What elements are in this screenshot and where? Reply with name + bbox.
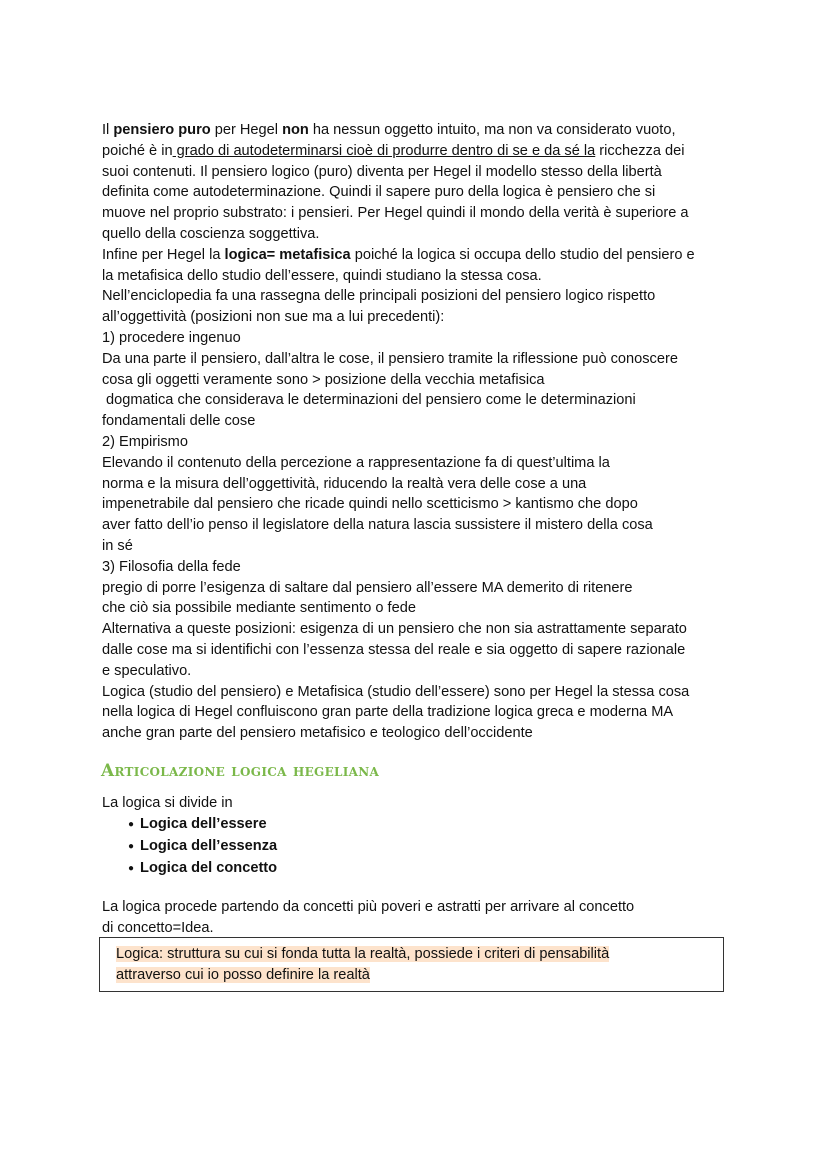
text-line: 3) Filosofia della fede [102,558,241,575]
text-line: Infine per Hegel la logica= metafisica poiché la logica si occupa dello studio del pensiero e [102,246,695,263]
definition-box [99,937,724,992]
text-line: La logica procede partendo da concetti più poveri e astratti per arrivare al concetto [102,899,635,915]
section-heading: Articolazione logica hegeliana [101,761,380,781]
underlined-phrase: grado di autodeterminarsi cioè di produrre dentro di se e da sé la [172,142,596,159]
text-line: dogmatica che considerava le determinazioni del pensiero come le determinazioni [102,392,636,409]
highlighted-text: attraverso cui io posso definire la realtà [116,966,370,983]
text-line: fondamentali delle cose [102,413,256,430]
text-line: norma e la misura dell’oggettività, riducendo la realtà vera delle cose a una [102,475,587,492]
logic-division-section [102,793,727,880]
text-line: definita come autodeterminazione. Quindi il sapere puro della logica è pensiero che si [102,184,656,201]
text-line: nella logica di Hegel confluiscono gran parte della tradizione logica greca e moderna MA [102,704,674,721]
bold-term: logica= metafisica [224,246,351,263]
text-line: suoi contenuti. Il pensiero logico (puro) diventa per Hegel il modello stesso della libertà [102,163,662,180]
text-line: dalle cose ma si identifichi con l’essenza stessa del reale e sia oggetto di sapere razionale [102,641,686,658]
text-line: che ciò sia possibile mediante sentimento o fede [102,600,416,617]
intro-text: La logica si divide in [102,795,233,811]
text-line: la metafisica dello studio dell’essere, quindi studiano la stessa cosa. [102,267,542,284]
highlighted-text: Logica: struttura su cui si fonda tutta la realtà, possiede i criteri di pensabilità [116,946,610,962]
text-line: impenetrabile dal pensiero che ricade quindi nello scetticismo > kantismo che dopo [102,496,638,513]
text-line: aver fatto dell’io penso il legislatore della natura lascia sussistere il mistero della cosa [102,517,653,534]
text-line: Elevando il contenuto della percezione a rappresentazione fa di quest’ultima la [102,454,610,471]
text-line: 2) Empirismo [102,433,188,450]
text-line: poiché è in grado di autodeterminarsi cioè di produrre dentro di se e da sé la ricchezza dei [102,142,685,159]
text-line: cosa gli oggetti veramente sono > posizione della vecchia metafisica [102,371,545,388]
text-line: Il pensiero puro per Hegel non ha nessun oggetto intuito, ma non va considerato vuoto, [102,122,676,138]
text-line: anche gran parte del pensiero metafisico e teologico dell’occidente [102,725,533,742]
list-item: ● Logica del concetto [128,858,727,880]
text-line: Nell’enciclopedia fa una rassegna delle principali posizioni del pensiero logico rispetto [102,288,656,305]
text-line: di concetto=Idea. [102,919,214,936]
paragraph-pensiero-puro [102,120,727,744]
main-text-block [102,120,727,744]
list-item: ● Logica dell’essere [128,814,727,836]
bold-term: non [282,122,309,138]
text-line: all’oggettività (posizioni non sue ma a lui precedenti): [102,309,445,326]
text-line: Alternativa a queste posizioni: esigenza di un pensiero che non sia astrattamente separato [102,621,687,638]
list-item: ● Logica dell’essenza [128,836,727,858]
text-line: in sé [102,537,133,554]
bold-term: pensiero puro [113,122,211,138]
text-line: quello della coscienza soggettiva. [102,225,320,242]
text-line: 1) procedere ingenuo [102,329,241,346]
text-line: Logica (studio del pensiero) e Metafisica (studio dell’essere) sono per Hegel la stessa cosa [102,683,690,700]
bullet-list [102,814,727,880]
text-line: pregio di porre l’esigenza di saltare dal pensiero all’essere MA demerito di ritenere [102,579,633,596]
text-line: muove nel proprio substrato: i pensieri. Per Hegel quindi il mondo della verità è superiore a [102,205,689,222]
text-line: e speculativo. [102,662,192,679]
concept-paragraph [102,897,727,939]
text-line: Da una parte il pensiero, dall’altra le cose, il pensiero tramite la riflessione può conoscere [102,350,678,367]
